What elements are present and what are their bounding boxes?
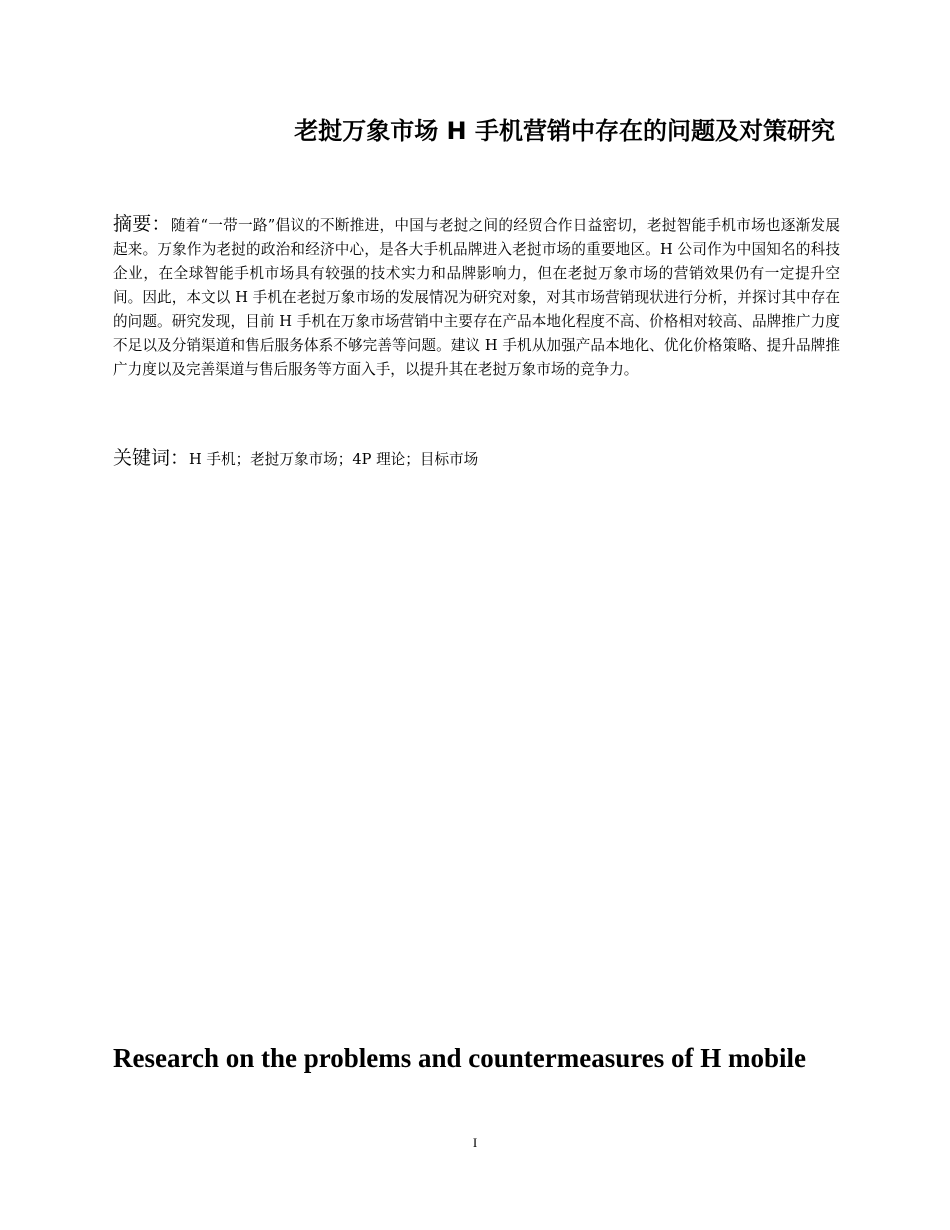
keywords-text: H 手机；老挝万象市场；4P 理论；目标市场 (189, 451, 479, 468)
abstract-paragraph (113, 212, 840, 382)
page-number: I (472, 1135, 478, 1150)
english-title: Research on the problems and countermeasures of H mobile (113, 1043, 806, 1073)
abstract-text: 随着“一带一路”倡议的不断推进，中国与老挝之间的经贸合作日益密切，老挝智能手机市场也逐渐发展起来。万象作为老挝的政治和经济中心，是各大手机品牌进入老挝市场的重要地区。H 公司作为中国知名的科技企业，在全球智能手机市场具有较强的技术实力和品牌影响力，但在老挝万象市场的营销效果仍有一定提升空间。因此，本文以 H 手机在老挝万象市场的发展情况为研究对象，对其市场营销现状进行分析，并探讨其中存在的问题。研究发现，目前 H 手机在万象市场营销中主要存在产品本地化程度不高、价格相对较高、品牌推广力度不足以及分销渠道和售后服务体系不够完善等问题。建议 H 手机从加强产品本地化、优化价格策略、提升品牌推广力度以及完善渠道与售后服务等方面入手，以提升其在老挝万象市场的竞争力。 (113, 217, 840, 378)
abstract-label: 摘要： (113, 213, 171, 235)
keywords-label: 关键词： (113, 447, 190, 469)
chinese-title: 老挝万象市场 H 手机营销中存在的问题及对策研究 (294, 117, 835, 145)
keywords-paragraph (113, 445, 840, 473)
